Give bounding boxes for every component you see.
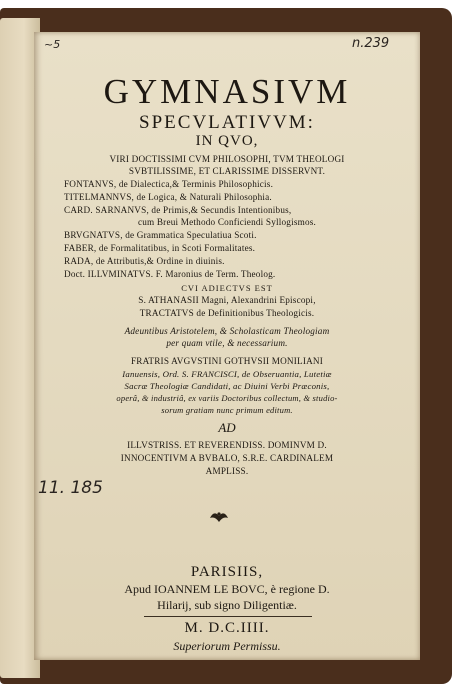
imprint-line: Apud IOANNEM LE BOVC, è regione D.	[124, 582, 330, 596]
text-line: VIRI DOCTISSIMI CVM PHILOSOPHI, TVM THEOLOGI	[109, 154, 345, 164]
divider	[144, 616, 312, 617]
in-quo: IN QVO,	[195, 133, 259, 149]
text-line: cum Breui Methodo Conficiendi Syllogismos.	[137, 217, 317, 227]
text-line: BRVGNATVS, de Grammatica Speculatiua Scoti.	[64, 230, 257, 240]
author-line: sorum gratiam nunc primum editum.	[161, 405, 293, 415]
text-line: FONTANVS, de Dialectica,& Terminis Philosophicis.	[64, 179, 274, 189]
text-line: TITELMANNVS, de Logica, & Naturali Philosophia.	[64, 192, 272, 202]
author-line: Sacræ Theologiæ Candidati, ac Diuini Verbi Præconis,	[124, 381, 330, 391]
italic-line: per quam vtile, & necessarium.	[166, 338, 288, 348]
permission: Superiorum Permissu.	[173, 639, 281, 653]
text-line: TRACTATVS de Definitionibus Theologicis.	[139, 308, 315, 318]
dedication-line: AMPLISS.	[205, 466, 249, 476]
dedication-line: ILLVSTRISS. ET REVERENDISS. DOMINVM D.	[127, 440, 327, 450]
subtitle: SPECVLATIVVM:	[139, 112, 315, 133]
title-page	[34, 32, 420, 660]
author-line: Ianuensis, Ord. S. FRANCISCI, de Obseruantia, Lutetiæ	[122, 369, 332, 379]
shelf-mark: n.239	[352, 36, 390, 51]
author-line: FRATRIS AVGVSTINI GOTHVSII MONILIANI	[130, 356, 324, 366]
text-line: FABER, de Formalitatibus, in Scoti Formalitates.	[64, 243, 256, 253]
text-line: Doct. ILLVMINATVS. F. Maronius de Term. Theolog.	[64, 269, 276, 279]
imprint-line: Hilarij, sub signo Diligentiæ.	[157, 598, 297, 612]
dedication-line: INNOCENTIVM A BVBALO, S.R.E. CARDINALEM	[120, 453, 334, 463]
text-line: CVI ADIECTVS EST	[181, 283, 273, 293]
year: M. D.C.IIII.	[184, 620, 270, 636]
pencil-mark: ~5	[44, 38, 61, 51]
text-line: CARD. SARNANVS, de Primis,& Secundis Intentionibus,	[64, 205, 292, 215]
text-line: RADA, de Attributis,& Ordine in diuinis.	[64, 256, 225, 266]
printers-ornament-icon	[208, 508, 230, 524]
author-line: operâ, & industriâ, ex variis Doctoribus collectum, & studio-	[116, 393, 338, 403]
italic-line: Adeuntibus Aristotelem, & Scholasticam Theologiam	[124, 326, 330, 336]
imprint-city: PARISIIS,	[190, 564, 264, 580]
title: GYMNASIVM	[103, 72, 351, 111]
text-line: S. ATHANASII Magni, Alexandrini Episcopi,	[138, 295, 316, 305]
handwritten-number: 11. 185	[38, 478, 103, 498]
text-line: SVBTILISSIME, ET CLARISSIME DISSERVNT.	[128, 166, 326, 176]
ad-label: AD	[218, 420, 236, 435]
